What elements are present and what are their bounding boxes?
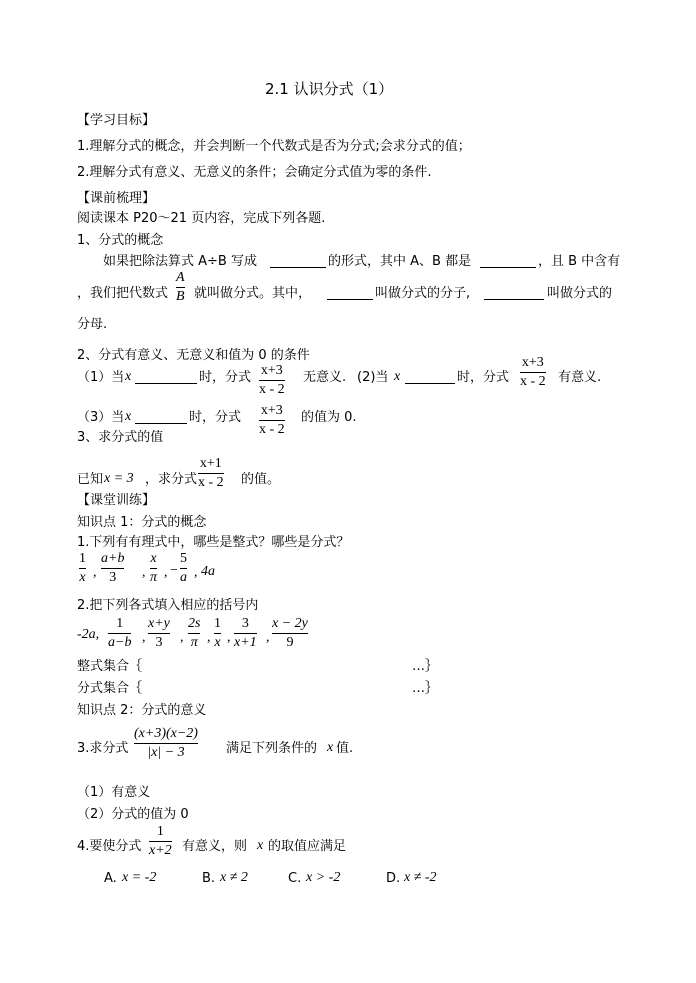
q1-line2-d: 叫做分式的 bbox=[547, 286, 613, 301]
q3-b: ，求分式 bbox=[145, 472, 198, 487]
q1-title: 1、分式的概念 bbox=[77, 233, 164, 248]
q1-line2-a: ，我们把代数式 bbox=[77, 286, 169, 301]
q1-line2-c: 叫做分式的分子, bbox=[375, 286, 471, 301]
comma: , bbox=[266, 630, 270, 645]
q2-1-a: （1）当 bbox=[77, 370, 125, 385]
set-integer: 整式集合｛ bbox=[77, 659, 143, 674]
expr-4a: 4a bbox=[201, 564, 215, 579]
q1-line1-a: 如果把除法算式 A÷B 写成 bbox=[103, 254, 257, 269]
choice-c-value[interactable]: x > -2 bbox=[306, 870, 341, 885]
expr-m2a: -2a, bbox=[77, 627, 100, 642]
comma: , bbox=[142, 565, 146, 580]
c3-part-1: （1）有意义 bbox=[77, 785, 151, 800]
comma: , bbox=[142, 630, 146, 645]
q2-2-b: 时，分式 bbox=[457, 370, 510, 385]
frac-1-over-x: 1 x bbox=[79, 551, 86, 585]
comma: , bbox=[227, 630, 231, 645]
q1-line1-c: ，且 B 中含有 bbox=[538, 254, 621, 269]
comma: , bbox=[164, 565, 168, 580]
kp2-heading: 知识点 2：分式的意义 bbox=[77, 703, 207, 718]
blank-4[interactable] bbox=[484, 299, 544, 300]
frac-3-over-xp1: 3 x+1 bbox=[234, 616, 257, 650]
q1-line3: 分母. bbox=[77, 317, 108, 332]
q2-2-c: 有意义. bbox=[558, 370, 602, 385]
comma: , bbox=[180, 630, 184, 645]
c3-a: 3.求分式 bbox=[77, 741, 129, 756]
comma: , bbox=[194, 565, 198, 580]
q1-line1-b: 的形式，其中 A、B 都是 bbox=[328, 254, 472, 269]
choice-c-label[interactable]: C. bbox=[288, 871, 302, 886]
frac-x-over-pi: x π bbox=[150, 551, 158, 585]
c2-question: 2.把下列各式填入相应的括号内 bbox=[77, 598, 259, 613]
c3-c: 值. bbox=[336, 741, 354, 756]
fraction-x1-x2: x+1 x - 2 bbox=[198, 456, 224, 490]
q1-line2-b: 就叫做分式。其中， bbox=[194, 286, 312, 301]
frac-5-over-a: 5 a bbox=[180, 551, 187, 585]
c4-a: 4.要使分式 bbox=[77, 839, 142, 854]
var-x: x bbox=[257, 838, 264, 853]
c4-c: 的取值应满足 bbox=[268, 839, 347, 854]
blank-1[interactable] bbox=[270, 267, 326, 268]
q2-3-b: 时，分式 bbox=[189, 410, 242, 425]
blank-5[interactable] bbox=[135, 383, 197, 384]
x-equals-3: x = 3 bbox=[104, 471, 134, 486]
choice-b-value[interactable]: x ≠ 2 bbox=[220, 870, 248, 885]
fraction-x3-x2-c: x+3 x - 2 bbox=[259, 403, 285, 437]
set-fraction: 分式集合｛ bbox=[77, 681, 143, 696]
blank-6[interactable] bbox=[405, 383, 455, 384]
var-x: x bbox=[394, 369, 401, 384]
q3-a: 已知 bbox=[77, 472, 104, 487]
fraction-1-over-xp2: 1 x+2 bbox=[149, 824, 172, 858]
var-x: x bbox=[327, 740, 334, 755]
fraction-x3-x2: x+3 x - 2 bbox=[259, 363, 285, 397]
var-x: x bbox=[125, 409, 132, 424]
q3-title: 3、求分式的值 bbox=[77, 430, 164, 445]
q2-3-c: 的值为 0. bbox=[301, 410, 357, 425]
q2-1-b: 时，分式 bbox=[199, 370, 252, 385]
c3-part-2: （2）分式的值为 0 bbox=[77, 807, 189, 822]
blank-3[interactable] bbox=[327, 299, 373, 300]
q2-3-a: （3）当 bbox=[77, 410, 125, 425]
frac-apb-over-3: a+b 3 bbox=[101, 551, 125, 585]
frac-1-over-x-b: 1 x bbox=[214, 616, 221, 650]
section-header-class: 【课堂训练】 bbox=[77, 493, 156, 508]
minus-sign: − bbox=[170, 563, 178, 578]
comma: , bbox=[207, 630, 211, 645]
fraction-c3: (x+3)(x−2) |x| − 3 bbox=[134, 726, 198, 760]
choice-a-value[interactable]: x = -2 bbox=[122, 870, 157, 885]
goal-1: 1.理解分式的概念，并会判断一个代数式是否为分式;会求分式的值； bbox=[77, 139, 471, 154]
section-header-pre: 【课前梳理】 bbox=[77, 191, 156, 206]
choice-d-value[interactable]: x ≠ -2 bbox=[404, 870, 437, 885]
pre-intro: 阅读课本 P20～21 页内容，完成下列各题. bbox=[77, 211, 326, 226]
frac-2s-over-pi: 2s π bbox=[188, 616, 201, 650]
frac-xm2y-over-9: x − 2y 9 bbox=[272, 616, 308, 650]
q2-2-a: (2)当 bbox=[357, 370, 389, 385]
frac-1-over-amb: 1 a−b bbox=[108, 616, 132, 650]
kp1-heading: 知识点 1：分式的概念 bbox=[77, 515, 207, 530]
choice-d-label[interactable]: D. bbox=[386, 871, 401, 886]
set-integer-end: …｝ bbox=[412, 659, 439, 674]
blank-7[interactable] bbox=[135, 423, 187, 424]
goal-2: 2.理解分式有意义、无意义的条件；会确定分式值为零的条件. bbox=[77, 165, 432, 180]
fraction-x3-x2-b: x+3 x - 2 bbox=[520, 355, 546, 389]
blank-2[interactable] bbox=[480, 267, 536, 268]
frac-xpy-over-3: x+y 3 bbox=[148, 616, 170, 650]
c1-question: 1.下列有有理式中，哪些是整式？哪些是分式？ bbox=[77, 535, 350, 550]
choice-a-label[interactable]: A. bbox=[104, 871, 117, 886]
var-x: x bbox=[125, 369, 132, 384]
fraction-a-over-b: A B bbox=[176, 270, 185, 304]
q2-1-c: 无意义. bbox=[303, 370, 347, 385]
section-header-goals: 【学习目标】 bbox=[77, 113, 156, 128]
comma: , bbox=[93, 565, 97, 580]
page-title: 2.1 认识分式（1） bbox=[265, 80, 394, 98]
choice-b-label[interactable]: B. bbox=[202, 871, 216, 886]
c4-b: 有意义，则 bbox=[182, 839, 248, 854]
c3-b: 满足下列条件的 bbox=[226, 741, 318, 756]
set-fraction-end: …｝ bbox=[412, 681, 439, 696]
q2-title: 2、分式有意义、无意义和值为 0 的条件 bbox=[77, 348, 310, 363]
q3-c: 的值。 bbox=[241, 472, 281, 487]
